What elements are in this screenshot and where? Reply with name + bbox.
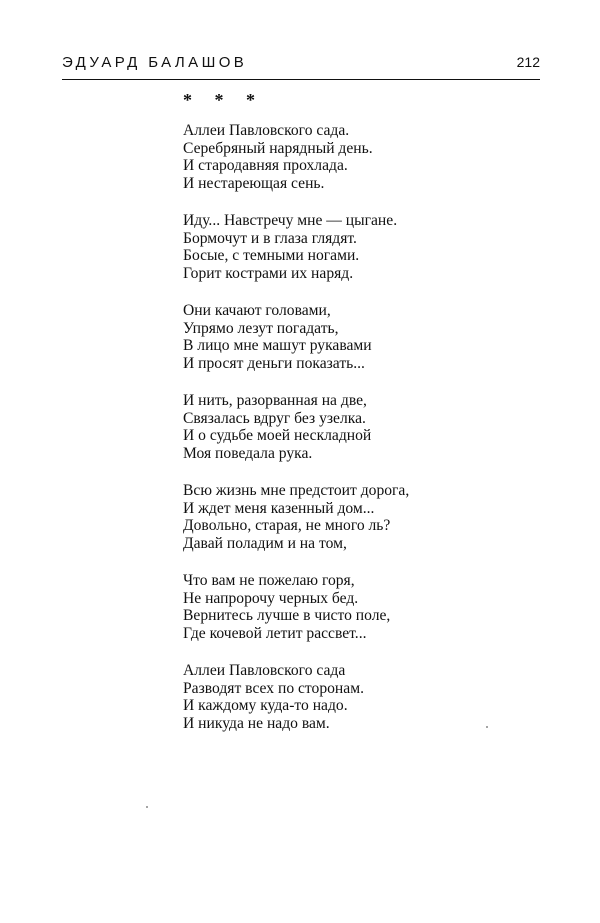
poem-line: Что вам не пожелаю горя, [183, 572, 355, 589]
stanza-1 [183, 122, 523, 192]
poem-line: Не напророчу черных бед. [183, 589, 359, 607]
poem-line: Разводят всех по сторонам. [183, 679, 364, 697]
poem-line: И каждому куда-то надо. [183, 697, 348, 714]
stanza-6 [183, 572, 523, 642]
poem-line: И о судьбе моей нескладной [183, 427, 372, 444]
poem-line: Моя поведала рука. [183, 444, 313, 462]
poem-line: Где кочевой летит рассвет... [183, 624, 367, 642]
page-number: 212 [516, 54, 540, 70]
poem-line: В лицо мне машут рукавами [183, 337, 372, 354]
poem-line: Давай поладим и на том, [183, 534, 347, 552]
poem-line: И стародавняя прохлада. [183, 157, 348, 174]
header-rule [62, 79, 540, 80]
poem-line: И никуда не надо вам. [183, 714, 330, 732]
stanza-2 [183, 212, 523, 282]
poem-line: Бормочут и в глаза глядят. [183, 229, 357, 247]
running-head [62, 54, 540, 78]
print-speck [486, 726, 488, 728]
poem-line: Аллеи Павловского сада. [183, 122, 350, 139]
poem-line: И просят деньги показать... [183, 354, 365, 372]
poem-line: И ждет меня казенный дом... [183, 499, 375, 517]
poem-body [183, 122, 523, 752]
stanza-4 [183, 392, 523, 462]
poem-line: Вернитесь лучше в чисто поле, [183, 607, 391, 624]
poem-line: И нить, разорванная на две, [183, 392, 367, 409]
poem-line: Босые, с темными ногами. [183, 247, 360, 264]
stanza-5 [183, 482, 523, 552]
poem-line: Всю жизнь мне предстоит дорога, [183, 482, 410, 499]
poem-line: И нестареющая сень. [183, 174, 325, 192]
stanza-3 [183, 302, 523, 372]
poem-line: Аллеи Павловского сада [183, 662, 346, 679]
poem-separator: * * * [183, 90, 264, 110]
poem-line: Связалась вдруг без узелка. [183, 409, 366, 427]
poem-line: Серебряный нарядный день. [183, 139, 373, 157]
poem-line: Упрямо лезут погадать, [183, 319, 339, 337]
poem-line: Они качают головами, [183, 302, 331, 319]
stanza-7 [183, 662, 523, 732]
poem-line: Иду... Навстречу мне — цыгане. [183, 212, 398, 229]
author-name: ЭДУАРД БАЛАШОВ [62, 54, 248, 71]
poem-line: Довольно, старая, не много ль? [183, 517, 391, 534]
poem-line: Горит кострами их наряд. [183, 264, 354, 282]
print-speck [146, 806, 148, 808]
